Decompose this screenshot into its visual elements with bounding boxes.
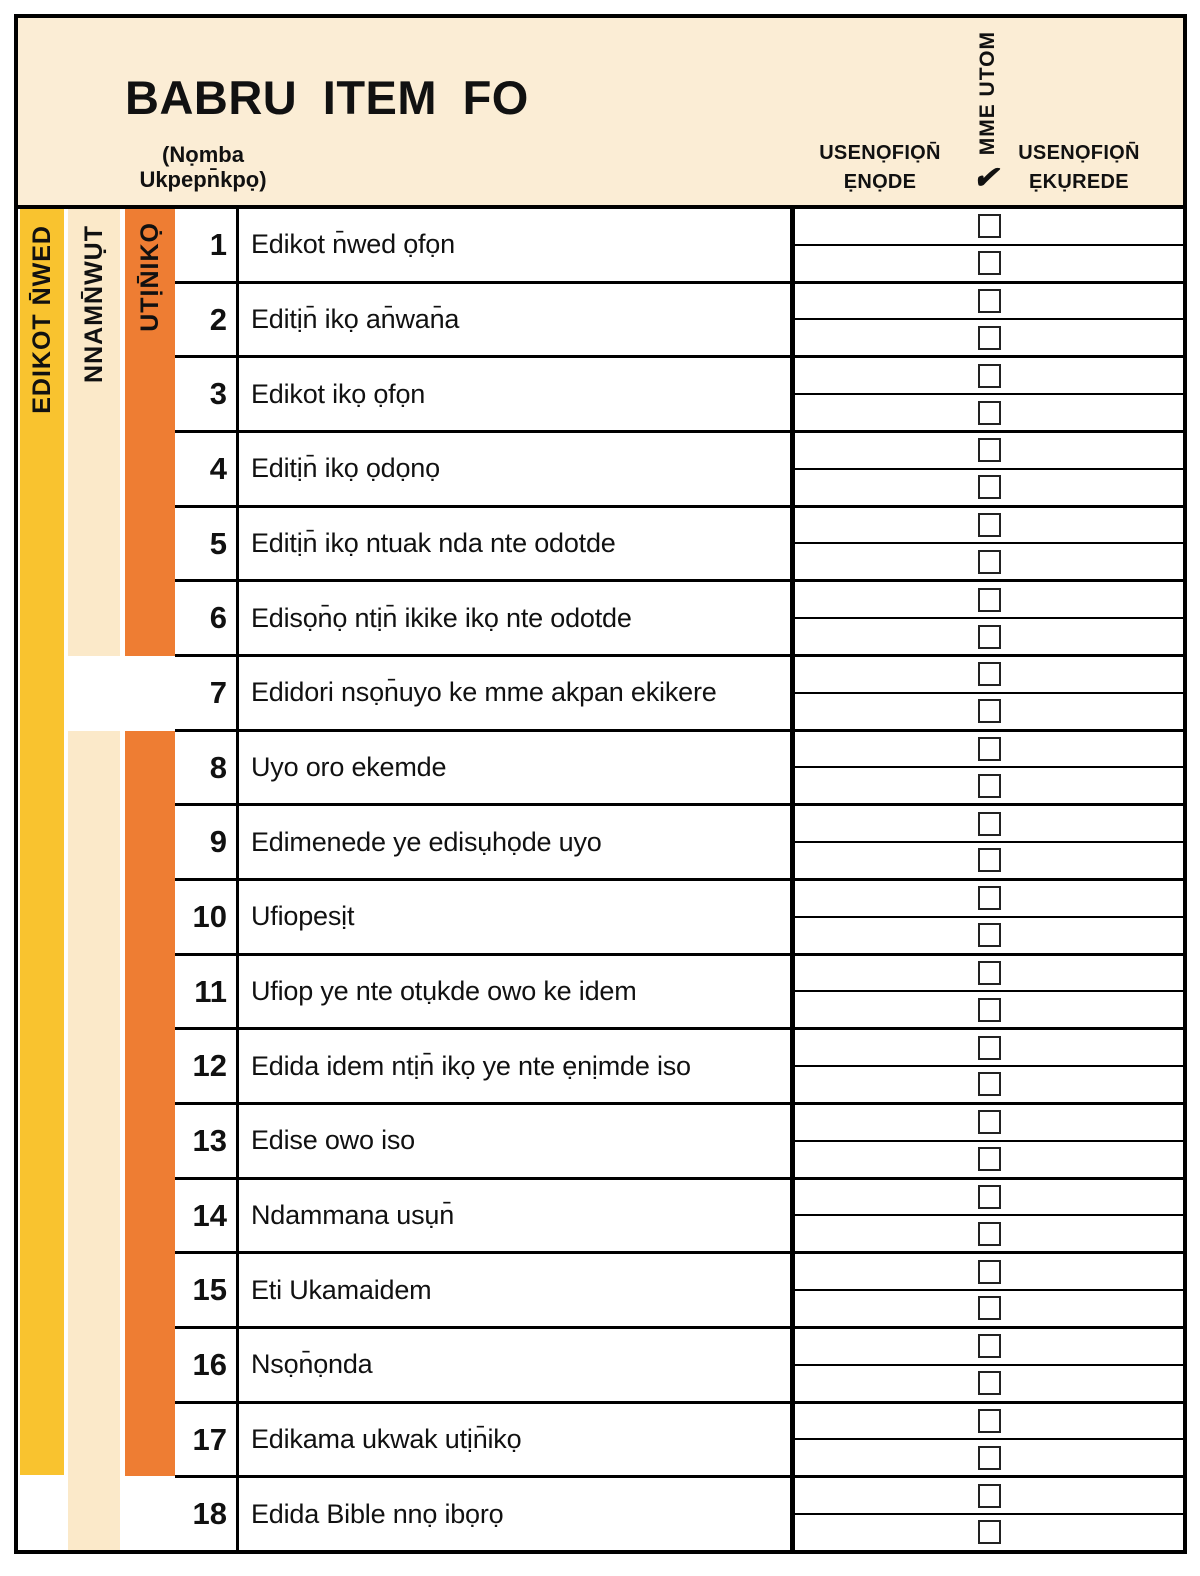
checkbox-subrow [795,395,1183,433]
row-number: 7 [175,657,239,729]
row-number: 2 [175,284,239,356]
checkbox-subrow [795,881,1183,918]
checkmark-icon: ✔ [970,160,1006,195]
checkbox-subrow [795,1291,1183,1329]
checkbox-subrow [795,1254,1183,1291]
row-label: Uyo oro ekemde [251,752,447,783]
row-label: Ndammana usụn̄ [251,1200,455,1231]
table-row [175,433,790,508]
checkbox-date-completed[interactable] [978,848,1001,872]
row-label: Editịn̄ ikọ ọdọnọ [251,453,440,484]
table-frame [14,14,1187,1554]
header-band [18,18,1183,209]
table-body [18,209,1183,1550]
checkbox-date-started[interactable] [978,289,1001,313]
checkbox-subrow [795,1515,1183,1550]
subtitle-line-2: Ukpepn̄kpọ) [139,167,267,193]
checkbox-date-started[interactable] [978,812,1001,836]
checkbox-date-completed[interactable] [978,550,1001,574]
checkbox-subrow [795,619,1183,657]
checkbox-subrow [795,1180,1183,1217]
row-number: 11 [175,956,239,1028]
checkbox-date-started[interactable] [978,737,1001,761]
row-label: Edikama ukwak utịn̄ikọ [251,1424,522,1455]
checkbox-date-completed[interactable] [978,1296,1001,1320]
checkbox-date-started[interactable] [978,438,1001,462]
checkbox-date-started[interactable] [978,1110,1001,1134]
lesson-number-subtitle [113,142,293,193]
table-row [175,1478,790,1550]
table-row [175,1254,790,1329]
checkbox-subrow [795,843,1183,881]
row-label: Edikot n̄wed ọfọn [251,229,455,260]
checkbox-subrow [795,918,1183,956]
checkbox-date-started[interactable] [978,214,1001,238]
row-number: 16 [175,1329,239,1401]
table-row [175,1105,790,1180]
table-row [175,657,790,732]
checkbox-subrow [795,1067,1183,1105]
checkbox-date-completed[interactable] [978,699,1001,723]
column-header-date-completed [979,139,1179,197]
row-label: Edikot ikọ ọfọn [251,378,426,409]
checkbox-subrow [795,956,1183,993]
checkbox-subrow [795,320,1183,358]
checkbox-subrow [795,1329,1183,1366]
checkbox-date-completed[interactable] [978,1520,1001,1544]
checkbox-subrow [795,657,1183,694]
row-label: Editịn̄ ikọ an̄wan̄a [251,304,460,334]
checkbox-date-completed[interactable] [978,1371,1001,1395]
row-number: 18 [175,1478,239,1550]
row-label: Edida idem ntịn̄ ikọ ye nte ẹnịmde iso [251,1050,691,1081]
table-row [175,881,790,956]
subtitle-line-1: (Nọmba [162,142,244,167]
checkbox-subrow [795,433,1183,470]
column-header-date-started [780,139,980,197]
checkbox-subrow [795,582,1183,619]
checkbox-subrow [795,209,1183,246]
category-bar-nnamnwut-lower [68,731,120,1550]
checkbox-subrow [795,732,1183,769]
table-row [175,1404,790,1479]
checkbox-subrow [795,1404,1183,1441]
table-row [175,284,790,359]
checkbox-date-started[interactable] [978,886,1001,910]
checkbox-subrow [795,1478,1183,1515]
checkbox-date-started[interactable] [978,1409,1001,1433]
column-header-date-completed-line-1: USENỌFIỌN̄ [1018,142,1140,164]
checkbox-subrow [795,508,1183,545]
checkbox-date-completed[interactable] [978,998,1001,1022]
checkbox-date-started[interactable] [978,662,1001,686]
mme-utom-vertical-label: MME UTOM [976,31,999,156]
column-header-date-completed-line-2: ẸKỤREDE [1029,171,1129,193]
checkbox-date-completed[interactable] [978,1147,1001,1171]
category-label-edikot-nwed: EDIKOT N̄WED [27,225,56,414]
row-label: Edisọn̄ọ ntịn̄ ikike ikọ nte odotde [251,602,632,633]
checkbox-date-started[interactable] [978,961,1001,985]
checkbox-subrow [795,470,1183,508]
page-title: BABRU ITEM FO [125,71,529,124]
table-row [175,732,790,807]
checkbox-date-completed[interactable] [978,923,1001,947]
row-label: Ufiopesịt [251,901,355,932]
table-row [175,1180,790,1255]
checkbox-region [790,209,1183,1550]
checkbox-date-started[interactable] [978,1484,1001,1508]
checkbox-date-completed[interactable] [978,326,1001,350]
checkbox-subrow [795,806,1183,843]
checkbox-subrow [795,1216,1183,1254]
checkbox-date-completed[interactable] [978,774,1001,798]
row-number: 4 [175,433,239,505]
column-header-date-started-line-1: USENỌFIỌN̄ [819,142,941,164]
row-number: 3 [175,358,239,430]
checkbox-date-started[interactable] [978,364,1001,388]
table-row [175,508,790,583]
checkbox-date-started[interactable] [978,1185,1001,1209]
checkbox-subrow [795,246,1183,284]
row-label: Eti Ukamaidem [251,1274,432,1305]
table-row [175,956,790,1031]
checkbox-date-completed[interactable] [978,1072,1001,1096]
checkbox-date-started[interactable] [978,513,1001,537]
row-label: Edise owo iso [251,1125,415,1156]
checkbox-date-started[interactable] [978,588,1001,612]
checkbox-date-completed[interactable] [978,475,1001,499]
checkbox-subrow [795,768,1183,806]
row-number: 6 [175,582,239,654]
checkbox-subrow [795,1030,1183,1067]
checkbox-subrow [795,544,1183,582]
row-number: 8 [175,732,239,804]
checkbox-subrow [795,1366,1183,1404]
checkbox-subrow [795,284,1183,321]
checkbox-subrow [795,1440,1183,1478]
row-number: 1 [175,209,239,281]
checkbox-date-started[interactable] [978,1334,1001,1358]
category-bar-utiniko-lower [125,731,175,1476]
row-label: Ufiop ye nte otụkde owo ke idem [251,976,637,1007]
category-label-utiniko: UTỊN̄IKỌ [135,222,164,332]
row-label: Edidori nsọn̄uyo ke mme akpan ekikere [251,677,717,708]
checkbox-subrow [795,694,1183,732]
category-label-nnamnwut: NNAMN̄WỤT [79,225,108,383]
checkbox-subrow [795,1142,1183,1180]
rows-container [175,209,790,1550]
row-number: 17 [175,1404,239,1476]
checkbox-subrow [795,992,1183,1030]
table-row [175,806,790,881]
row-label: Nsọn̄ọnda [251,1349,373,1380]
checkbox-date-completed[interactable] [978,401,1001,425]
checkbox-subrow [795,1105,1183,1142]
column-header-date-started-line-2: ẸNỌDE [843,171,917,193]
checkbox-date-completed[interactable] [978,625,1001,649]
row-number: 15 [175,1254,239,1326]
row-label: Edida Bible nnọ ibọrọ [251,1498,504,1529]
checkbox-date-started[interactable] [978,1260,1001,1284]
table-row [175,582,790,657]
row-number: 10 [175,881,239,953]
checkbox-date-completed[interactable] [978,1446,1001,1470]
table-row [175,209,790,284]
row-number: 5 [175,508,239,580]
row-number: 12 [175,1030,239,1102]
row-label: Editịn̄ ikọ ntuak nda nte odotde [251,528,616,559]
row-number: 9 [175,806,239,878]
table-row [175,358,790,433]
table-row [175,1329,790,1404]
row-label: Edimenede ye edisụhọde uyo [251,826,602,857]
row-number: 14 [175,1180,239,1252]
checkbox-date-started[interactable] [978,1036,1001,1060]
checkbox-date-completed[interactable] [978,251,1001,275]
table-row [175,1030,790,1105]
checkbox-subrow [795,358,1183,395]
row-number: 13 [175,1105,239,1177]
checkbox-date-completed[interactable] [978,1222,1001,1246]
